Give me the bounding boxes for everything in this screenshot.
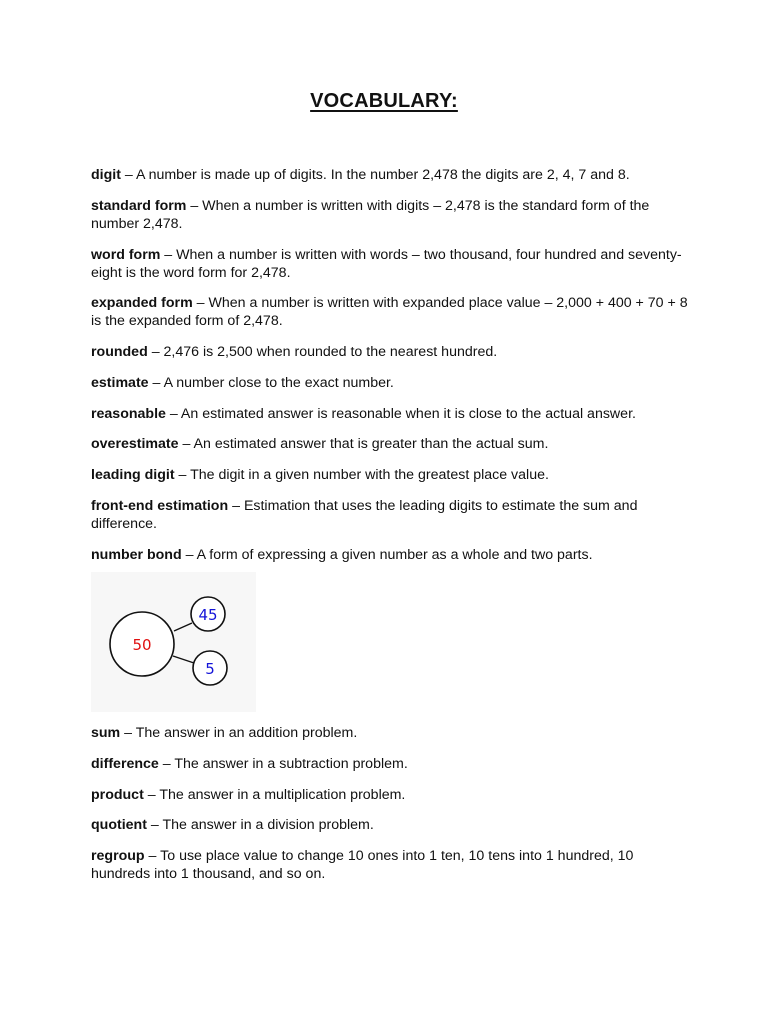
term: product [91,787,144,803]
separator: – [174,467,191,483]
term: word form [91,247,161,263]
term: sum [91,725,121,741]
term: regroup [91,848,145,864]
term: rounded [91,344,148,360]
entry-product [91,786,691,804]
entry-front-end-estimation [91,497,691,533]
entry-quotient [91,816,691,834]
separator: – [158,756,175,772]
entry-word-form [91,246,691,282]
number-bond-svg [91,572,256,712]
separator: – [147,344,164,360]
bond-connector-bottom [173,656,194,663]
definition: Estimation that uses the leading digits to estimate the sum and difference. [91,498,638,532]
entry-number-bond [91,546,691,564]
definition: When a number is written with expanded place value – 2,000 + 400 + 70 + 8 is the expanded form of 2,478. [91,295,688,329]
definition: The answer in an addition problem. [135,725,358,741]
entry-regroup [91,847,691,883]
separator: – [178,436,194,452]
term: difference [91,756,159,772]
definition: A number close to the exact number. [163,375,394,391]
entry-expanded-form [91,294,691,330]
bond-connector-top [174,623,192,631]
bond-part-top-value: 45 [198,606,218,624]
separator: – [165,406,181,422]
definition: When a number is written with words – two thousand, four hundred and seventy-eight is the word form for 2,478. [91,247,682,281]
term: quotient [91,817,147,833]
separator: – [148,375,164,391]
separator: – [144,848,161,864]
definition: A number is made up of digits. In the number 2,478 the digits are 2, 4, 7 and 8. [135,167,630,183]
definition: The answer in a division problem. [162,817,374,833]
separator: – [146,817,163,833]
entry-standard-form [91,197,691,233]
separator: – [143,787,160,803]
term: estimate [91,375,149,391]
definition: When a number is written with digits – 2,478 is the standard form of the number 2,478. [91,198,650,232]
page-title: VOCABULARY: [310,90,458,112]
separator: – [181,547,197,563]
term: number bond [91,547,182,563]
term: standard form [91,198,187,214]
term: front-end estimation [91,498,229,514]
bond-part-bottom-value: 5 [205,660,215,678]
definition: An estimated answer that is greater than the actual sum. [193,436,549,452]
definition: To use place value to change 10 ones into 1 ten, 10 tens into 1 hundred, 10 hundreds into 1 thousand, and so on. [91,848,634,882]
separator: – [120,725,136,741]
entry-sum [91,724,691,742]
separator: – [120,167,136,183]
term: digit [91,167,121,183]
entry-overestimate [91,435,691,453]
number-bond-diagram [91,572,256,712]
entry-digit [91,166,691,184]
entry-rounded [91,343,691,361]
entry-leading-digit [91,466,691,484]
separator: – [160,247,177,263]
entry-reasonable [91,405,691,423]
separator: – [192,295,209,311]
separator: – [186,198,203,214]
definition: The answer in a subtraction problem. [174,756,408,772]
separator: – [228,498,244,514]
entry-estimate [91,374,691,392]
term: expanded form [91,295,193,311]
definition: The digit in a given number with the greatest place value. [190,467,549,483]
term: overestimate [91,436,179,452]
definition: An estimated answer is reasonable when it is close to the actual answer. [180,406,636,422]
definition: The answer in a multiplication problem. [159,787,406,803]
entry-difference [91,755,691,773]
definition: 2,476 is 2,500 when rounded to the nearest hundred. [163,344,498,360]
bond-whole-value: 50 [132,636,152,654]
term: leading digit [91,467,175,483]
term: reasonable [91,406,166,422]
definition: A form of expressing a given number as a whole and two parts. [196,547,593,563]
